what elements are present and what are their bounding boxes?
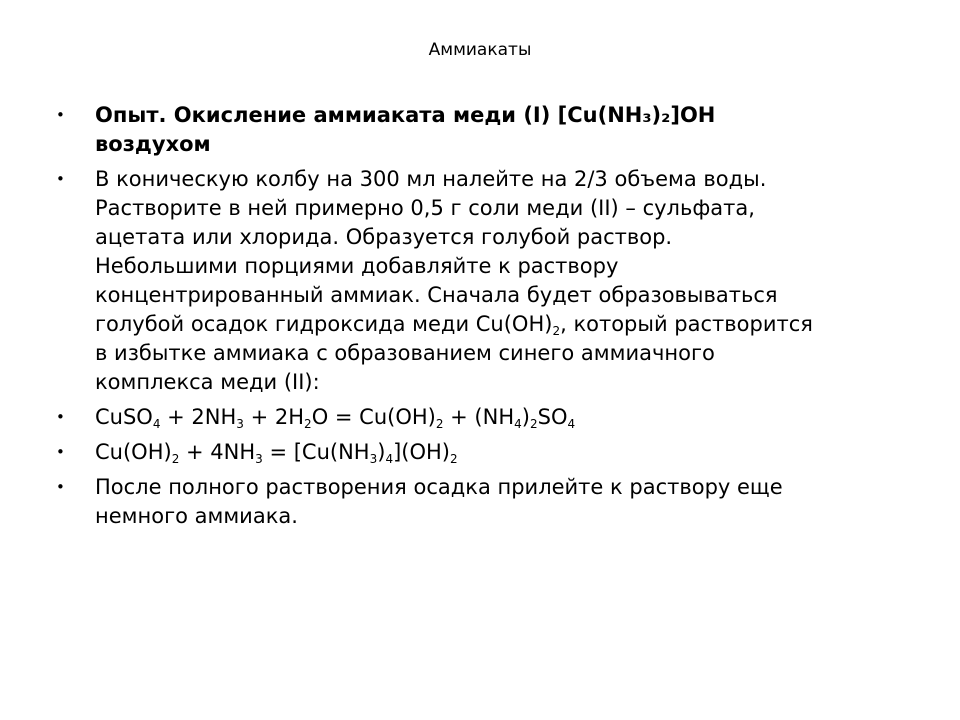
- equation-1-text: [95, 403, 926, 432]
- subscript: 4: [567, 417, 576, 431]
- procedure-line-8: комплекса меди (II):: [95, 370, 320, 394]
- eq-part: ): [521, 405, 530, 429]
- final-line-1: После полного растворения осадка прилейте к раствору еще: [95, 475, 783, 499]
- bullet-procedure: [56, 165, 926, 397]
- subscript: 2: [435, 417, 444, 431]
- eq-part: Cu(OH): [95, 440, 172, 464]
- subscript: 4: [152, 417, 161, 431]
- procedure-line-6: [95, 310, 926, 339]
- bullet-equation-1: [56, 403, 926, 432]
- subscript: 2: [529, 417, 538, 431]
- subscript: 2: [304, 417, 312, 431]
- subscript: 2: [552, 324, 561, 338]
- procedure-line-6-text: голубой осадок гидроксида меди Cu(OH): [95, 312, 553, 336]
- bullet-icon: •: [56, 443, 65, 461]
- eq-part: + (NH: [443, 405, 515, 429]
- procedure-line-1: В коническую колбу на 300 мл налейте на 2/3 объема воды.: [95, 167, 767, 191]
- procedure-line-3: ацетата или хлорида. Образуется голубой раствор.: [95, 225, 673, 249]
- eq-part: + 2NH: [160, 405, 237, 429]
- eq-part: ): [377, 440, 386, 464]
- equation-2-text: [95, 438, 926, 467]
- subscript: 3: [236, 417, 244, 431]
- bullet-icon: •: [56, 478, 65, 496]
- subscript: 4: [514, 417, 522, 431]
- bullet-icon: •: [56, 170, 65, 188]
- bullet-experiment-heading: [56, 101, 926, 159]
- subscript: 3: [255, 452, 263, 466]
- bullet-equation-2: [56, 438, 926, 467]
- procedure-line-4: Небольшими порциями добавляйте к раствору: [95, 254, 619, 278]
- procedure-line-6-tail: , который растворится: [560, 312, 813, 336]
- eq-part: ](OH): [393, 440, 450, 464]
- bullet-list: [56, 101, 926, 537]
- eq-part: O = Cu(OH): [311, 405, 436, 429]
- slide-title: Аммиакаты: [428, 40, 532, 60]
- bullet-icon: •: [56, 408, 65, 426]
- subscript: 3: [369, 452, 378, 466]
- subscript: 4: [385, 452, 394, 466]
- heading-line-2: воздухом: [95, 132, 211, 156]
- subscript: 2: [449, 452, 458, 466]
- eq-part: CuSO: [95, 405, 153, 429]
- subscript: 2: [171, 452, 180, 466]
- procedure-line-5: концентрированный аммиак. Сначала будет образовываться: [95, 283, 778, 307]
- eq-part: + 4NH: [179, 440, 256, 464]
- eq-part: = [Cu(NH: [262, 440, 370, 464]
- heading-line-1: Опыт. Окисление аммиаката меди (I) [Cu(NH₃)₂]OH: [95, 103, 716, 127]
- final-line-2: немного аммиака.: [95, 504, 298, 528]
- procedure-line-2: Растворите в ней примерно 0,5 г соли меди (II) – сульфата,: [95, 196, 755, 220]
- eq-part: SO: [537, 405, 568, 429]
- bullet-icon: •: [56, 106, 65, 124]
- eq-part: + 2H: [243, 405, 305, 429]
- procedure-line-7: в избытке аммиака с образованием синего аммиачного: [95, 341, 715, 365]
- bullet-final-step: [56, 473, 926, 531]
